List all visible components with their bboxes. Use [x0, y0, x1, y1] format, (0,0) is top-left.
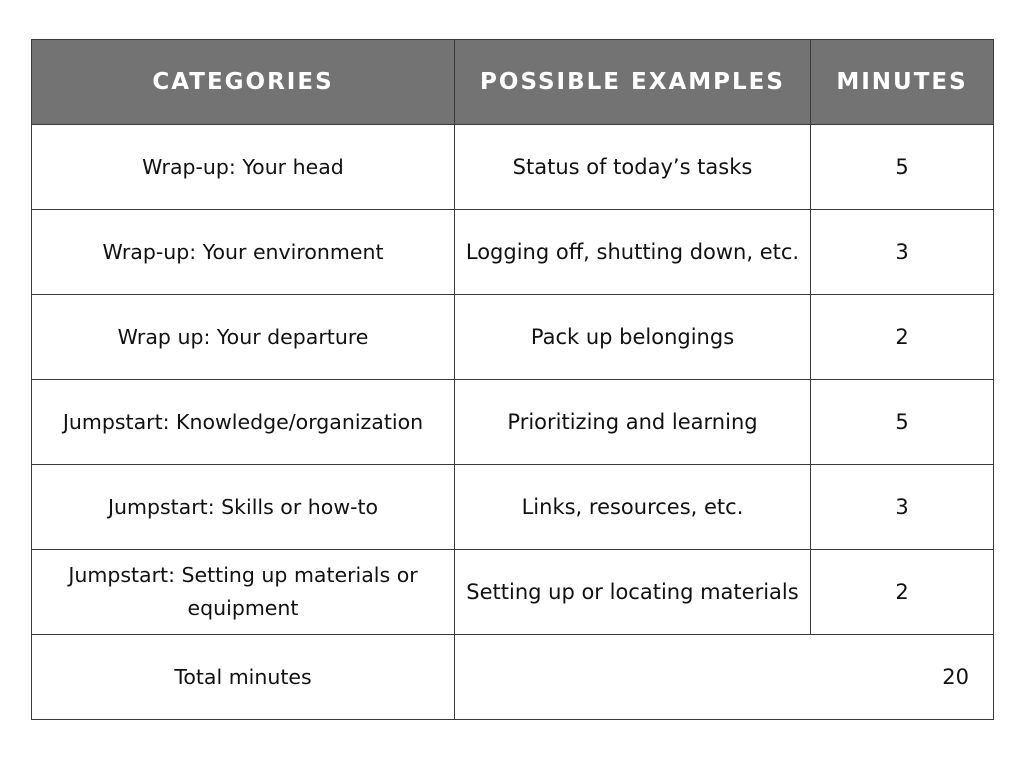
minutes-cell: 2	[811, 295, 994, 380]
category-cell: Jumpstart: Knowledge/organization	[32, 380, 455, 465]
table-header-row	[32, 40, 994, 125]
table-row	[32, 465, 994, 550]
example-cell: Prioritizing and learning	[455, 380, 811, 465]
minutes-cell: 5	[811, 380, 994, 465]
table-row	[32, 380, 994, 465]
table-row	[32, 210, 994, 295]
example-cell: Links, resources, etc.	[455, 465, 811, 550]
table-row	[32, 550, 994, 635]
minutes-cell: 5	[811, 125, 994, 210]
table-row	[32, 125, 994, 210]
category-cell: Wrap up: Your departure	[32, 295, 455, 380]
category-cell: Jumpstart: Setting up materials or equipment	[32, 550, 455, 635]
total-row	[32, 635, 994, 720]
example-cell: Status of today’s tasks	[455, 125, 811, 210]
category-cell: Wrap-up: Your environment	[32, 210, 455, 295]
header-categories: CATEGORIES	[32, 40, 455, 125]
total-value: 20	[455, 635, 994, 720]
header-possible-examples: POSSIBLE EXAMPLES	[455, 40, 811, 125]
table-row	[32, 295, 994, 380]
example-cell: Setting up or locating materials	[455, 550, 811, 635]
example-cell: Logging off, shutting down, etc.	[455, 210, 811, 295]
header-minutes: MINUTES	[811, 40, 994, 125]
category-cell: Jumpstart: Skills or how-to	[32, 465, 455, 550]
total-label: Total minutes	[32, 635, 455, 720]
category-cell: Wrap-up: Your head	[32, 125, 455, 210]
minutes-cell: 3	[811, 210, 994, 295]
minutes-cell: 2	[811, 550, 994, 635]
minutes-cell: 3	[811, 465, 994, 550]
example-cell: Pack up belongings	[455, 295, 811, 380]
minutes-table	[31, 39, 994, 720]
